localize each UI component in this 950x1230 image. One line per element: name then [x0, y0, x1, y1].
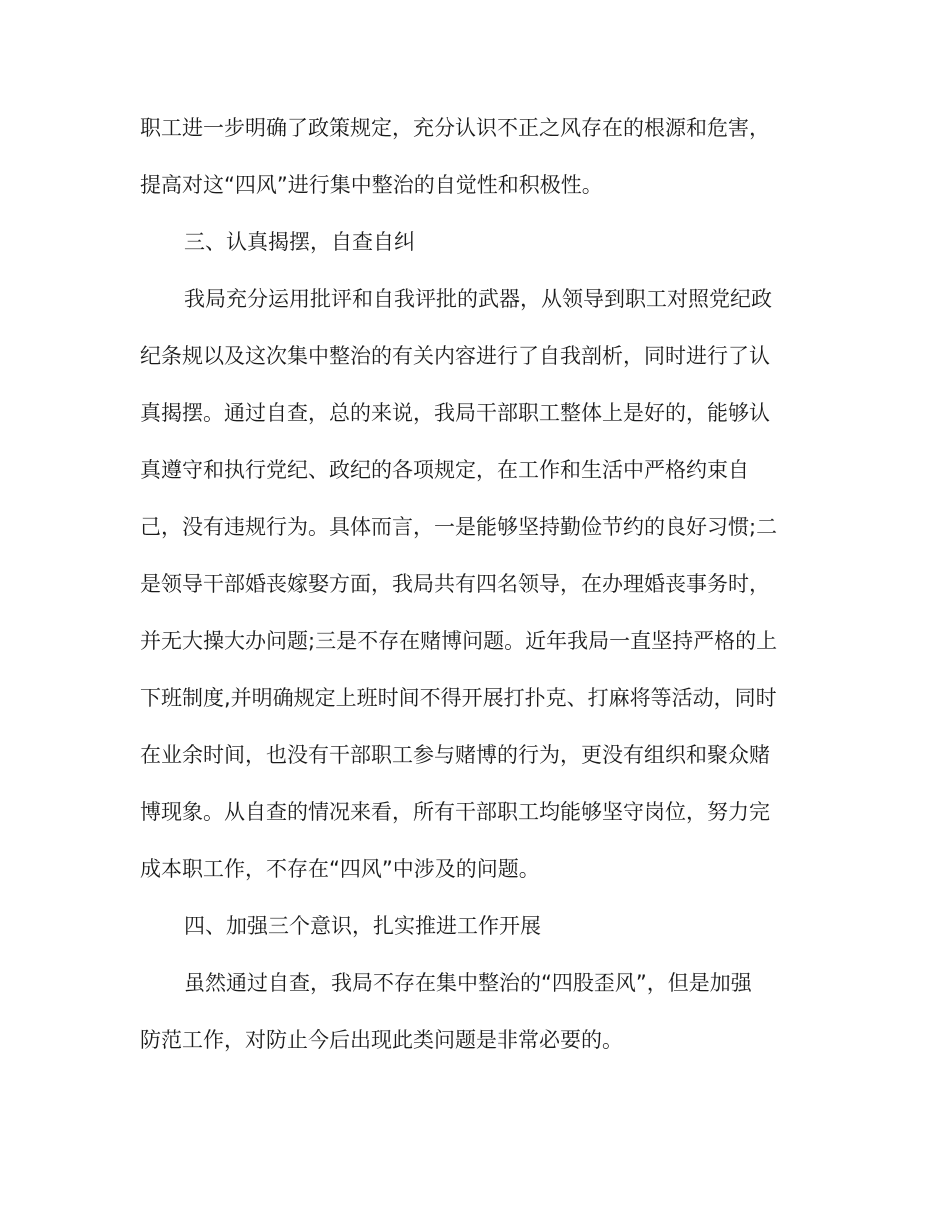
- text-line-9: 是领导干部婚丧嫁娶方面，我局共有四名领导，在办理婚丧事务时，: [140, 572, 770, 596]
- text-line-5: 纪条规以及这次集中整治的有关内容进行了自我剖析，同时进行了认: [140, 344, 770, 368]
- paragraph-start-line-2: 虽然通过自查，我局不存在集中整治的“四股歪风”，但是加强: [184, 971, 752, 995]
- text-line-8: 己，没有违规行为。具体而言，一是能够坚持勤俭节约的良好习惯;二: [140, 515, 778, 539]
- text-line-12: 在业余时间，也没有干部职工参与赌博的行为，更没有组织和聚众赌: [140, 743, 770, 767]
- text-line-17: 防范工作，对防止今后出现此类问题是非常必要的。: [140, 1028, 623, 1052]
- section-heading-4: 四、加强三个意识，扎实推进工作开展: [184, 914, 541, 938]
- text-line-7: 真遵守和执行党纪、政纪的各项规定，在工作和生活中严格约束自: [140, 458, 749, 482]
- text-line-13: 博现象。从自查的情况来看，所有干部职工均能够坚守岗位，努力完: [140, 800, 770, 824]
- text-line-11: 下班制度,并明确规定上班时间不得开展打扑克、打麻将等活动，同时: [140, 686, 777, 710]
- paragraph-start-line: 我局充分运用批评和自我评批的武器，从领导到职工对照党纪政: [184, 287, 772, 311]
- text-line-2: 提高对这“四风”进行集中整治的自觉性和积极性。: [140, 173, 603, 197]
- text-line-1: 职工进一步明确了政策规定，充分认识不正之风存在的根源和危害，: [140, 116, 770, 140]
- text-line-6: 真揭摆。通过自查，总的来说，我局干部职工整体上是好的，能够认: [140, 401, 770, 425]
- section-heading-3: 三、认真揭摆，自查自纠: [184, 230, 415, 254]
- text-line-10: 并无大操大办问题;三是不存在赌博问题。近年我局一直坚持严格的上: [140, 629, 778, 653]
- text-line-14: 成本职工作，不存在“四风”中涉及的问题。: [140, 857, 540, 881]
